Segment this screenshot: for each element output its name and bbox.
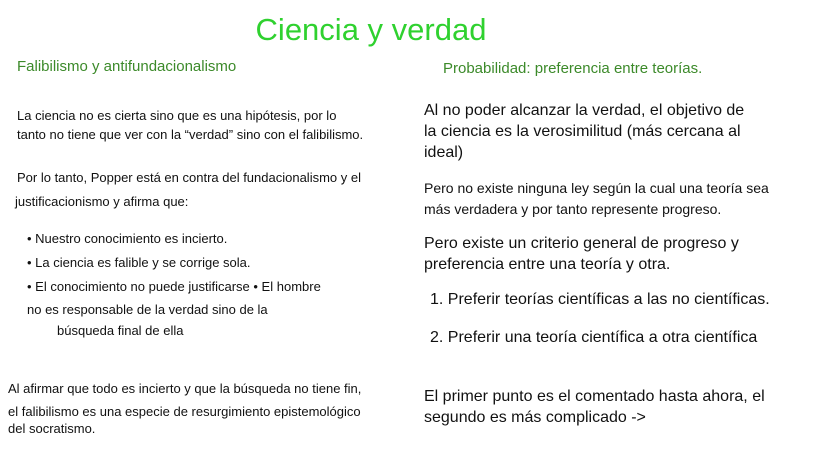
left-paragraph-3-line-3: del socratismo. (8, 421, 96, 436)
left-paragraph-1-line-1: La ciencia no es cierta sino que es una hipótesis, por lo (17, 108, 337, 123)
right-heading: Probabilidad: preferencia entre teorías. (443, 60, 703, 77)
left-paragraph-3-line-2: el falibilismo es una especie de resurgimiento epistemológico (8, 404, 361, 419)
bullet-continuation-1: no es responsable de la verdad sino de la (27, 302, 268, 317)
left-paragraph-2-line-2: justificacionismo y afirma que: (15, 194, 189, 209)
right-paragraph-1-line-3: ideal) (424, 144, 464, 161)
right-paragraph-1-line-1: Al no poder alcanzar la verdad, el objetivo de (424, 102, 745, 119)
right-paragraph-4-line-1: El primer punto es el comentado hasta ahora, el (424, 388, 765, 405)
right-paragraph-2-line-2: más verdadera y por tanto represente progreso. (424, 201, 722, 217)
bullet-continuation-2: búsqueda final de ella (57, 323, 184, 338)
numbered-item-1: 1. Preferir teorías científicas a las no científicas. (430, 291, 770, 308)
left-paragraph-3-line-1: Al afirmar que todo es incierto y que la búsqueda no tiene fin, (8, 381, 362, 396)
bullet-item-1: • Nuestro conocimiento es incierto. (27, 231, 228, 246)
left-heading: Falibilismo y antifundacionalismo (17, 58, 237, 75)
right-paragraph-3-line-1: Pero existe un criterio general de progreso y (424, 235, 739, 252)
bullet-item-2: • La ciencia es falible y se corrige sola. (27, 255, 251, 270)
left-paragraph-2-line-1: Por lo tanto, Popper está en contra del fundacionalismo y el (17, 170, 361, 185)
page-title: Ciencia y verdad (255, 12, 487, 47)
right-paragraph-1-line-2: la ciencia es la verosimilitud (más cercana al (424, 123, 741, 140)
right-paragraph-4-line-2: segundo es más complicado -> (424, 409, 646, 426)
numbered-item-2: 2. Preferir una teoría científica a otra científica (430, 329, 758, 346)
right-paragraph-2-line-1: Pero no existe ninguna ley según la cual una teoría sea (424, 180, 769, 196)
left-paragraph-1-line-2: tanto no tiene que ver con la “verdad” sino con el falibilismo. (17, 127, 364, 142)
bullet-item-3: • El conocimiento no puede justificarse • El hombre (27, 279, 321, 294)
right-paragraph-3-line-2: preferencia entre una teoría y otra. (424, 256, 671, 273)
